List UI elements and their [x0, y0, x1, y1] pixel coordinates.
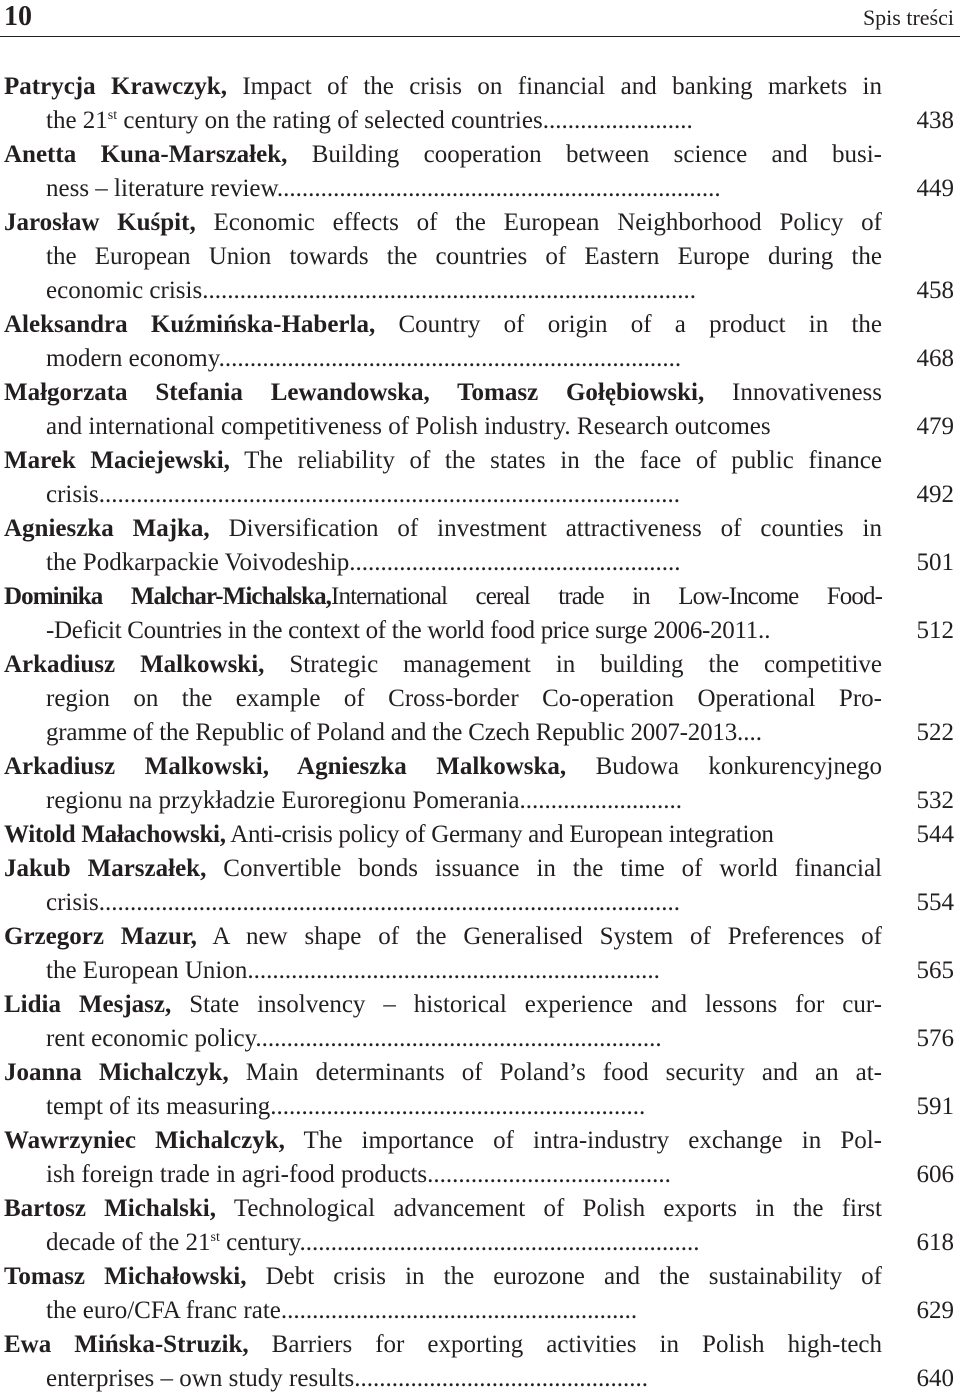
leader-dots: ............................................................	[270, 1093, 646, 1120]
entry-page-number: 512	[916, 617, 954, 644]
toc-entry[interactable]	[0, 920, 960, 988]
entry-title-line: region on the example of Cross-border Co-operation Operational Pro-	[46, 685, 882, 712]
leader-dots: .................................................................	[255, 1025, 662, 1052]
leader-dots: ....	[737, 719, 762, 746]
entry-title-line: enterprises – own study results	[46, 1365, 355, 1392]
leader-dots: .......................................	[427, 1161, 671, 1188]
leader-dots: ...............................................................................	[202, 277, 696, 304]
entry-title-line: the European Union	[46, 957, 248, 984]
entry-page-number: 492	[916, 481, 954, 508]
leader-dots: .....................................................	[349, 549, 681, 576]
toc-entry[interactable]	[0, 580, 960, 648]
entry-title-line: the euro/CFA franc rate	[46, 1297, 281, 1324]
entry-page-number: 606	[916, 1161, 954, 1188]
page-number: 10	[4, 1, 32, 32]
entry-title-line: The reliability of the states in the face of public finance	[244, 447, 882, 474]
entry-page-number: 640	[916, 1365, 954, 1392]
leader-dots: ........................	[542, 107, 693, 134]
entry-author: Agnieszka Majka,	[4, 515, 210, 542]
entry-title-line: the Podkarpackie Voivodeship	[46, 549, 350, 576]
toc-entry[interactable]	[0, 512, 960, 580]
leader-dots: ..........................	[519, 787, 682, 814]
entry-page-number: 501	[916, 549, 954, 576]
entry-author: Grzegorz Mazur,	[4, 923, 197, 950]
toc-entry[interactable]	[0, 138, 960, 206]
toc-entry[interactable]	[0, 1260, 960, 1328]
leader-dots: ..................................................................	[247, 957, 660, 984]
entry-title-line: and international competitiveness of Polish industry. Research outcomes	[46, 413, 771, 440]
entry-title-line: economic crisis	[46, 277, 203, 304]
entry-title-line: The importance of intra-industry exchange in Pol-	[303, 1127, 882, 1154]
entry-page-number: 532	[916, 787, 954, 814]
page-header	[0, 0, 960, 37]
entry-author: Arkadiusz Malkowski,	[4, 651, 265, 678]
table-of-contents	[0, 70, 960, 1396]
entry-title-line: century on the rating of selected countries	[123, 107, 543, 134]
entry-title-line: Strategic management in building the competitive	[289, 651, 882, 678]
toc-entry[interactable]	[0, 852, 960, 920]
entry-page-number: 629	[916, 1297, 954, 1324]
entry-title-line: modern economy	[46, 345, 219, 372]
leader-dots: ................................................................	[299, 1229, 700, 1256]
entry-title-line: Barriers for exporting activities in Polish high-tech	[271, 1331, 882, 1358]
entry-page-number: 522	[916, 719, 954, 746]
entry-title-line: Debt crisis in the eurozone and the sustainability of	[265, 1263, 882, 1290]
toc-entry[interactable]	[0, 750, 960, 818]
entry-title-line: International cereal trade in Low-Income Food-	[331, 583, 882, 610]
entry-author: Marek Maciejewski,	[4, 447, 230, 474]
toc-entry[interactable]	[0, 1124, 960, 1192]
entry-title-line: Impact of the crisis on financial and banking markets in	[242, 73, 882, 100]
toc-entry[interactable]	[0, 444, 960, 512]
entry-page-number: 618	[916, 1229, 954, 1256]
entry-author: Arkadiusz Malkowski, Agnieszka Malkowska,	[4, 753, 567, 780]
toc-entry[interactable]	[0, 988, 960, 1056]
entry-page-number: 576	[916, 1025, 954, 1052]
entry-title-line: crisis	[46, 481, 99, 508]
toc-entry[interactable]	[0, 818, 960, 852]
entry-author: Ewa Mińska-Struzik,	[4, 1331, 249, 1358]
entry-author: Patrycja Krawczyk,	[4, 73, 227, 100]
entry-title-line: State insolvency – historical experience and lessons for cur-	[189, 991, 882, 1018]
entry-author: Lidia Mesjasz,	[4, 991, 172, 1018]
running-title: Spis treści	[862, 5, 954, 30]
entry-page-number: 565	[916, 957, 954, 984]
leader-dots: .......................................................................	[276, 175, 721, 202]
toc-entry[interactable]	[0, 648, 960, 750]
entry-author: Małgorzata Stefania Lewandowska, Tomasz Gołębiowski,	[4, 379, 705, 406]
entry-title-line: century	[226, 1229, 300, 1256]
entry-title-line: Technological advancement of Polish exports in the first	[233, 1195, 882, 1222]
leader-dots: .............................................................................................	[98, 481, 681, 508]
entry-page-number: 468	[916, 345, 954, 372]
entry-title-line: Anti-crisis policy of Germany and European integration	[230, 821, 774, 848]
entry-title-line: crisis	[46, 889, 99, 916]
toc-entry[interactable]	[0, 1056, 960, 1124]
entry-title-line: -Deficit Countries in the context of the world food price surge 2006-2011	[46, 617, 758, 644]
entry-page-number: 544	[916, 821, 954, 848]
entry-title-line: Diversification of investment attractiveness of counties in	[228, 515, 882, 542]
toc-entry[interactable]	[0, 206, 960, 308]
entry-author: Anetta Kuna-Marszałek,	[4, 141, 288, 168]
entry-title-line: Building cooperation between science and busi-	[311, 141, 882, 168]
leader-dots: .........................................................	[280, 1297, 638, 1324]
entry-title-line: the European Union towards the countries of Eastern Europe during the	[46, 243, 882, 270]
leader-dots: .............................................................................................	[98, 889, 681, 916]
entry-page-number: 438	[916, 107, 954, 134]
entry-page-number: 591	[916, 1093, 954, 1120]
entry-title-line: the 21	[46, 107, 108, 134]
ordinal-suffix: st	[107, 108, 118, 123]
entry-title-line: Country of origin of a product in the	[398, 311, 882, 338]
entry-title-line: A new shape of the Generalised System of Preferences of	[212, 923, 882, 950]
entry-page-number: 479	[916, 413, 954, 440]
leader-dots: ...............................................	[354, 1365, 649, 1392]
entry-title-line: decade of the 21	[46, 1229, 211, 1256]
toc-entry[interactable]	[0, 1328, 960, 1396]
entry-title-line: Convertible bonds issuance in the time of world financial	[223, 855, 882, 882]
entry-author: Tomasz Michałowski,	[4, 1263, 247, 1290]
leader-dots: ..........................................................................	[218, 345, 682, 372]
entry-title-line: Main determinants of Poland’s food security and an at-	[245, 1059, 882, 1086]
toc-entry[interactable]	[0, 308, 960, 376]
entry-title-line: Economic effects of the European Neighborhood Policy of	[213, 209, 882, 236]
entry-author: Witold Małachowski,	[4, 821, 226, 848]
entry-author: Jarosław Kuśpit,	[4, 209, 196, 236]
entry-page-number: 554	[916, 889, 954, 916]
entry-title-line: gramme of the Republic of Poland and the Czech Republic 2007-2013	[46, 719, 737, 746]
entry-title-line: ish foreign trade in agri-food products	[46, 1161, 428, 1188]
entry-title-line: Innovativeness	[732, 379, 882, 406]
entry-title-line: Budowa konkurencyjnego	[595, 753, 882, 780]
entry-author: Dominika Malchar-Michalska,	[4, 583, 332, 610]
toc-entry[interactable]	[0, 70, 960, 138]
entry-author: Wawrzyniec Michalczyk,	[4, 1127, 285, 1154]
entry-page-number: 449	[916, 175, 954, 202]
entry-author: Jakub Marszałek,	[4, 855, 207, 882]
entry-author: Joanna Michalczyk,	[4, 1059, 229, 1086]
entry-title-line: ness – literature review	[46, 175, 277, 202]
entry-title-line: rent economic policy	[46, 1025, 256, 1052]
entry-author: Bartosz Michalski,	[4, 1195, 216, 1222]
ordinal-suffix: st	[210, 1230, 220, 1245]
entry-author: Aleksandra Kuźmińska-Haberla,	[4, 311, 376, 338]
toc-entry[interactable]	[0, 1192, 960, 1260]
entry-title-line: regionu na przykładzie Euroregionu Pomerania	[46, 787, 520, 814]
toc-entry[interactable]	[0, 376, 960, 444]
entry-page-number: 458	[916, 277, 954, 304]
entry-title-line: tempt of its measuring	[46, 1093, 271, 1120]
leader-dots: ..	[757, 617, 771, 644]
